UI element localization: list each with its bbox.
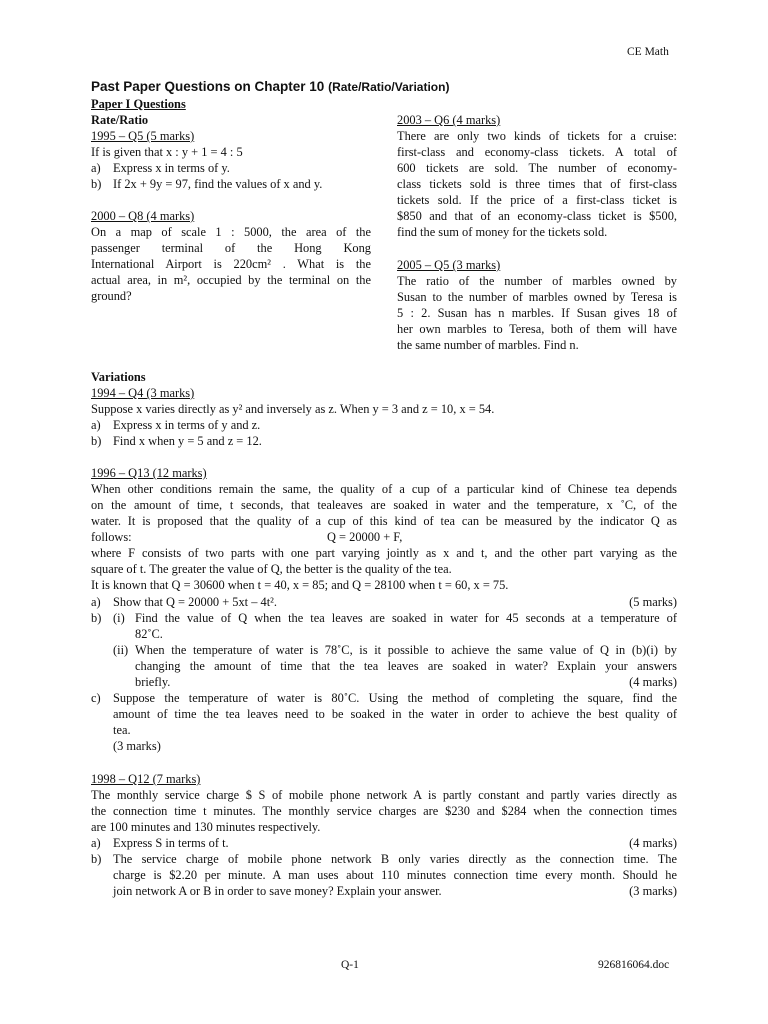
text-line: water. It is proposed that the quality of a cup of this kind of tea can be measured by the indicator Q as [91,514,677,528]
q2003-body [397,128,677,240]
text-line: There are only two kinds of tickets for a cruise: [397,129,677,143]
part-text: Find x when y = 5 and z = 12. [113,434,262,448]
q1996-part-bi-text: 82˚C. [135,627,163,641]
part-label: b) [91,611,102,625]
text-line: passenger terminal of the Hong Kong [91,241,371,255]
text-line: 600 tickets are sold. The number of economy- [397,161,677,175]
q1996-part-a [91,594,677,610]
part-label: a) [91,418,101,432]
part-label: b) [91,177,102,191]
q1996-part-bi-text: Find the value of Q when the tea leaves are soaked in water for 45 seconds at a temperature of [135,611,677,625]
part-label: c) [91,691,101,705]
part-text: If 2x + 9y = 97, find the values of x and y. [113,177,323,191]
text-line: ground? [91,289,132,303]
q1994-part-a [91,417,677,433]
q1994-intro: Suppose x varies directly as y² and inversely as z. When y = 3 and z = 10, x = 54. [91,402,495,416]
text-line: class tickets sold is three times that of first-class [397,177,677,191]
part-text: Express x in terms of y and z. [113,418,261,432]
q2005-heading: 2005 – Q5 (3 marks) [397,258,501,272]
text-line: International Airport is 220cm² . What is the [91,257,371,271]
q1996-part-c-text: tea. [113,723,131,737]
q1996-formula: Q = 20000 + F, [327,530,403,544]
q1996-follows: follows: [91,530,132,544]
q1996-body [91,481,677,529]
part-label: a) [91,161,101,175]
text-line: on the amount of time, t seconds, that tealeaves are soaked in water and the temperature, x ˚C, of the [91,498,677,512]
text-line: Susan to the number of marbles owned by Teresa is [397,290,677,304]
q1995-part-b [91,176,371,192]
q1996-part-bii-text: When the temperature of water is 78˚C, is it possible to achieve the same value of Q in (b)(i) by [135,643,677,657]
text-line: join network A or B in order to save money? Explain your answer. [113,884,442,898]
marks-label: (4 marks) [629,675,677,689]
q1994-part-b [91,433,677,449]
part-label: b) [91,852,102,866]
q1994-heading: 1994 – Q4 (3 marks) [91,386,195,400]
file-name: 926816064.doc [598,959,670,971]
q1996-part-bii-text: changing the amount of time that the tea leaves are soaked in water? Explain your answers [135,659,677,673]
section-rate-ratio: Rate/Ratio [91,113,149,127]
part-text: Express S in terms of t. [113,836,229,850]
text-line: 5 : 2. Susan has n marbles. If Susan gives 18 of [397,306,677,320]
q1996-part-c-text: amount of time the tea leaves need to be soaked in the water in order to achieve the best quality of [113,707,677,721]
q2000-heading: 2000 – Q8 (4 marks) [91,209,195,223]
title-sub: (Rate/Ratio/Variation) [328,80,450,94]
header-label: CE Math [627,46,669,58]
text-line: actual area, in m², occupied by the terminal on the [91,273,371,287]
text-line: the same number of marbles. Find n. [397,338,579,352]
text-line: tickets sold. If the price of a first-class ticket is [397,193,677,207]
marks-label: (5 marks) [629,595,677,609]
text-line: find the sum of money for the tickets sold. [397,225,608,239]
marks-label: (3 marks) [113,739,161,753]
q1998-part-b-text: The service charge of mobile phone network B only varies directly as the connection time. The [113,852,677,866]
text-line: briefly. [135,675,171,689]
text-line: When other conditions remain the same, the quality of a cup of a particular kind of Chinese tea depends [91,482,677,496]
text-line: are 100 minutes and 130 minutes respectively. [91,820,321,834]
part-label: a) [91,836,101,850]
q1998-part-b-last [113,883,677,899]
marks-label: (3 marks) [629,884,677,898]
text-line: The ratio of the number of marbles owned by [397,274,677,288]
part-text: Express x in terms of y. [113,161,230,175]
q1996-heading: 1996 – Q13 (12 marks) [91,466,207,480]
text-line: first-class and economy-class tickets. A total of [397,145,677,159]
text-line: The monthly service charge $ S of mobile phone network A is partly constant and partly varies directly as [91,788,677,802]
q1996-text: where F consists of two parts with one part varying jointly as x and t, and the other part varying as the [91,546,677,560]
section-paper1: Paper I Questions [91,97,186,111]
q2005-body [397,273,677,353]
q1996-part-bi-label: (i) [113,611,125,625]
q1995-heading: 1995 – Q5 (5 marks) [91,129,195,143]
q1998-heading: 1998 – Q12 (7 marks) [91,772,201,786]
text-line: her own marbles to Teresa, both of them will have [397,322,677,336]
q1996-part-bii-last [135,674,677,690]
text-line: $850 and that of an economy-class ticket is $500, [397,209,677,223]
part-label: a) [91,595,101,609]
q2000-body [91,224,371,304]
section-variations: Variations [91,370,146,384]
q1996-part-bii-label: (ii) [113,643,129,657]
page-number: Q-1 [341,959,359,971]
q2003-heading: 2003 – Q6 (4 marks) [397,113,501,127]
q1998-part-a [91,835,677,851]
text-line: the connection time t minutes. The monthly service charges are $230 and $284 when the connection times [91,804,677,818]
page-title [91,79,449,95]
part-label: b) [91,434,102,448]
part-text: Show that Q = 20000 + 5xt – 4t². [113,595,277,609]
q1998-part-b-text: charge is $2.20 per minute. A man uses about 110 minutes connection time every month. Should he [113,868,677,882]
text-line: On a map of scale 1 : 5000, the area of the [91,225,371,239]
q1998-body [91,787,677,835]
q1995-intro: If is given that x : y + 1 = 4 : 5 [91,145,243,159]
q1995-part-a [91,160,371,176]
marks-label: (4 marks) [629,836,677,850]
q1996-part-c-text: Suppose the temperature of water is 80˚C. Using the method of completing the square, find the [113,691,677,705]
title-main: Past Paper Questions on Chapter 10 [91,79,325,94]
q1996-text: It is known that Q = 30600 when t = 40, x = 85; and Q = 28100 when t = 60, x = 75. [91,578,509,592]
q1996-text: square of t. The greater the value of Q, the better is the quality of the tea. [91,562,452,576]
